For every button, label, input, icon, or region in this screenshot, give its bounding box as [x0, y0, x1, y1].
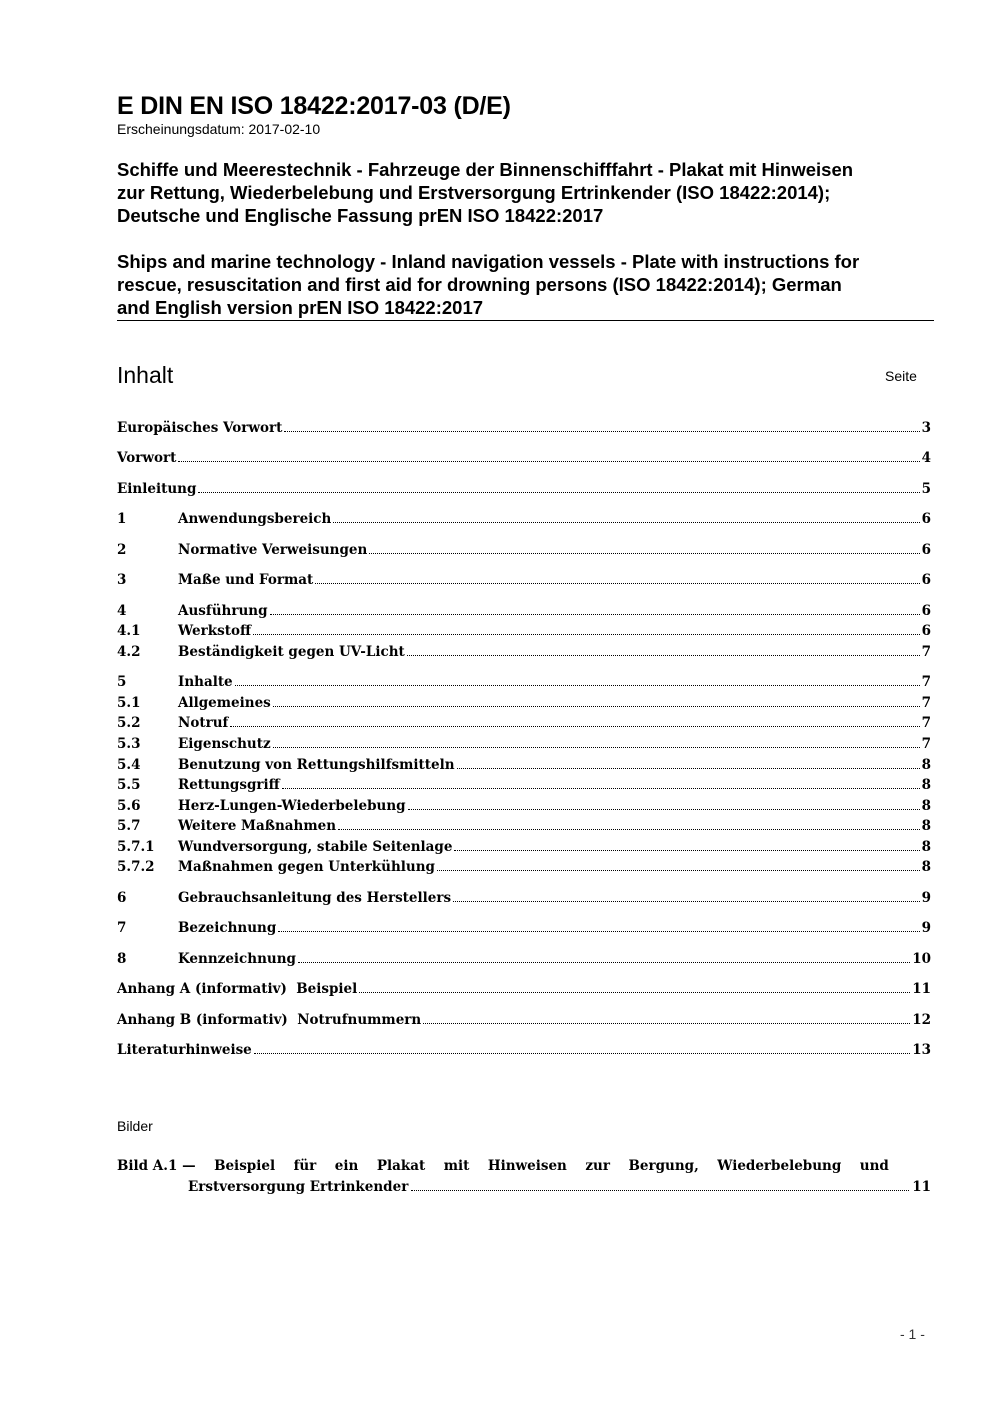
toc-entry[interactable] — [117, 837, 931, 857]
toc-entry-page: 8 — [921, 777, 931, 793]
dot-leader — [333, 510, 919, 523]
toc-entry-page: 6 — [921, 623, 931, 639]
toc-entry[interactable] — [117, 621, 931, 641]
english-title-line: rescue, resuscitation and first aid for drowning persons (ISO 18422:2014); German — [117, 274, 842, 295]
toc-entry[interactable] — [117, 448, 931, 468]
toc-entry-title: Literaturhinweise — [117, 1042, 252, 1058]
toc-entry-number: 5.7 — [117, 818, 141, 834]
dot-leader — [454, 838, 919, 851]
toc-entry-number: 5.4 — [117, 757, 141, 773]
toc-entry[interactable] — [117, 816, 931, 836]
toc-entry-title: Vorwort — [117, 450, 177, 466]
toc-entry[interactable] — [117, 1040, 931, 1060]
toc-entry-page: 9 — [921, 920, 931, 936]
toc-entry[interactable] — [117, 918, 931, 938]
toc-entry-number: 7 — [117, 920, 127, 936]
toc-entry-page: 10 — [912, 951, 931, 967]
toc-entry[interactable] — [117, 1010, 931, 1030]
dot-leader — [273, 694, 920, 707]
toc-entry-title: Anwendungsbereich — [178, 511, 332, 527]
toc-entry-number: 4.2 — [117, 644, 141, 660]
toc-entry-title: Allgemeines — [178, 695, 271, 711]
figure-title-word: Bergung, — [628, 1158, 699, 1174]
toc-entry-page: 11 — [912, 981, 931, 997]
toc-entry-page: 13 — [912, 1042, 931, 1058]
toc-entry[interactable] — [117, 540, 931, 560]
page-number: - 1 - — [900, 1326, 925, 1342]
toc-entry-title: Benutzung von Rettungshilfsmitteln — [178, 757, 455, 773]
toc-entry-page: 6 — [921, 603, 931, 619]
toc-entry-number: 2 — [117, 542, 127, 558]
toc-entry[interactable] — [117, 693, 931, 713]
toc-entry-number: 5.1 — [117, 695, 141, 711]
toc-entry-page: 5 — [921, 481, 931, 497]
figure-entry-second-line — [117, 1177, 931, 1198]
dot-leader — [359, 980, 910, 993]
toc-entry-page: 6 — [921, 511, 931, 527]
toc-entry-title: Werkstoff — [178, 623, 252, 639]
toc-entry[interactable] — [117, 509, 931, 529]
figure-title-continuation: Erstversorgung Ertrinkender — [188, 1179, 409, 1195]
toc-entry-page: 7 — [921, 715, 931, 731]
figure-label: Bild A.1 — — [117, 1158, 196, 1174]
toc-entry-title: Anhang A (informativ) Beispiel — [117, 981, 358, 997]
toc-entry[interactable] — [117, 949, 931, 969]
toc-entry[interactable] — [117, 672, 931, 692]
toc-entry-title: Gebrauchsanleitung des Herstellers — [178, 890, 452, 906]
toc-entry-title: Maßnahmen gegen Unterkühlung — [178, 859, 435, 875]
toc-page-column-label: Seite — [885, 368, 917, 384]
toc-entry-title: Weitere Maßnahmen — [178, 818, 337, 834]
dot-leader — [253, 622, 920, 635]
toc-entry-title: Inhalte — [178, 674, 233, 690]
toc-entry-number: 5.5 — [117, 777, 141, 793]
german-title-line: Deutsche und Englische Fassung prEN ISO 18422:2017 — [117, 205, 604, 226]
toc-entry-number: 5.7.2 — [117, 859, 155, 875]
toc-entry-page: 7 — [921, 695, 931, 711]
dot-leader — [437, 858, 920, 871]
figure-title-word: Plakat — [376, 1158, 426, 1174]
toc-entry-page: 8 — [921, 798, 931, 814]
toc-entry[interactable] — [117, 734, 931, 754]
toc-entry-title: Notruf — [178, 715, 229, 731]
german-title-line: Schiffe und Meerestechnik - Fahrzeuge der Binnenschifffahrt - Plakat mit Hinweisen — [117, 159, 854, 180]
toc-entry[interactable] — [117, 601, 931, 621]
publication-date: Erscheinungsdatum: 2017-02-10 — [117, 121, 321, 137]
toc-entry-page: 6 — [921, 542, 931, 558]
toc-entry-title: Kennzeichnung — [178, 951, 296, 967]
figure-title-word: zur — [585, 1158, 610, 1174]
toc-entry-number: 5.2 — [117, 715, 141, 731]
dot-leader — [315, 571, 919, 584]
toc-entry-number: 8 — [117, 951, 127, 967]
toc-entry-number: 4 — [117, 603, 127, 619]
toc-entry-title: Rettungsgriff — [178, 777, 280, 793]
toc-entry[interactable] — [117, 642, 931, 662]
dot-leader — [298, 950, 910, 963]
dot-leader — [254, 1041, 910, 1054]
toc-entry-page: 7 — [921, 644, 931, 660]
toc-entry-title: Beständigkeit gegen UV-Licht — [178, 644, 405, 660]
figure-page-number: 11 — [912, 1179, 931, 1195]
figure-title-word: mit — [443, 1158, 470, 1174]
dot-leader — [178, 449, 919, 462]
english-title-line: Ships and marine technology - Inland navigation vessels - Plate with instructions for — [117, 251, 860, 272]
figure-title-word: ein — [334, 1158, 359, 1174]
toc-entry-title: Wundversorgung, stabile Seitenlage — [178, 839, 453, 855]
toc-entry[interactable] — [117, 796, 931, 816]
dot-leader — [453, 889, 920, 902]
dot-leader — [369, 541, 919, 554]
dot-leader — [338, 817, 920, 830]
toc-entry-title: Ausführung — [178, 603, 268, 619]
dot-leader — [230, 714, 919, 727]
toc-entry[interactable] — [117, 775, 931, 795]
figures-heading: Bilder — [117, 1118, 153, 1134]
toc-entry-page: 8 — [921, 859, 931, 875]
toc-entry-number: 5 — [117, 674, 127, 690]
toc-entry-title: Herz-Lungen-Wiederbelebung — [178, 798, 406, 814]
toc-entry[interactable] — [117, 888, 931, 908]
dot-leader — [282, 776, 920, 789]
dot-leader — [235, 673, 920, 686]
toc-entry-number: 3 — [117, 572, 127, 588]
toc-entry-page: 9 — [921, 890, 931, 906]
german-title-line: zur Rettung, Wiederbelebung und Erstversorgung Ertrinkender (ISO 18422:2014); — [117, 182, 831, 203]
toc-entry-title: Anhang B (informativ) Notrufnummern — [117, 1012, 422, 1028]
toc-entry[interactable] — [117, 418, 931, 438]
figure-title-word: Beispiel — [214, 1158, 276, 1174]
dot-leader — [423, 1011, 910, 1024]
toc-entry-title: Bezeichnung — [178, 920, 277, 936]
toc-entry-number: 6 — [117, 890, 127, 906]
toc-entry-page: 7 — [921, 674, 931, 690]
toc-entry-number: 5.6 — [117, 798, 141, 814]
english-title-line: and English version prEN ISO 18422:2017 — [117, 297, 484, 318]
toc-entry-number: 4.1 — [117, 623, 141, 639]
toc-entry-page: 4 — [921, 450, 931, 466]
toc-entry[interactable] — [117, 979, 931, 999]
toc-entry-title: Einleitung — [117, 481, 197, 497]
toc-entry-number: 5.7.1 — [117, 839, 155, 855]
toc-entry[interactable] — [117, 857, 931, 877]
figure-title-word: und — [859, 1158, 889, 1174]
toc-entry-page: 12 — [912, 1012, 931, 1028]
toc-entry-title: Maße und Format — [178, 572, 314, 588]
dot-leader — [198, 480, 919, 493]
toc-entry-page: 8 — [921, 839, 931, 855]
toc-entry[interactable] — [117, 479, 931, 499]
toc-entry-page: 8 — [921, 818, 931, 834]
toc-entry-page: 6 — [921, 572, 931, 588]
dot-leader — [407, 643, 920, 656]
dot-leader — [284, 419, 919, 432]
dot-leader — [273, 735, 920, 748]
toc-entry-page: 8 — [921, 757, 931, 773]
dot-leader — [408, 797, 920, 810]
toc-entry-number: 5.3 — [117, 736, 141, 752]
toc-entry-page: 7 — [921, 736, 931, 752]
dot-leader — [457, 756, 920, 769]
figure-title-word: Hinweisen — [487, 1158, 567, 1174]
toc-entry[interactable] — [117, 570, 931, 590]
toc-entry-number: 1 — [117, 511, 127, 527]
toc-entry-title: Eigenschutz — [178, 736, 271, 752]
figure-title-word: für — [293, 1158, 317, 1174]
toc-entry[interactable] — [117, 755, 931, 775]
figure-entry-first-line — [117, 1156, 889, 1177]
dot-leader — [270, 602, 920, 615]
toc-heading: Inhalt — [117, 362, 174, 388]
dot-leader — [278, 919, 919, 932]
document-title: E DIN EN ISO 18422:2017-03 (D/E) — [117, 92, 511, 120]
toc-entry-title: Europäisches Vorwort — [117, 420, 283, 436]
figure-entry[interactable] — [117, 1156, 931, 1198]
toc-entry-page: 3 — [921, 420, 931, 436]
toc-entry-title: Normative Verweisungen — [178, 542, 368, 558]
toc-entry[interactable] — [117, 713, 931, 733]
dot-leader — [411, 1178, 909, 1191]
figure-title-word: Wiederbelebung — [717, 1158, 842, 1174]
